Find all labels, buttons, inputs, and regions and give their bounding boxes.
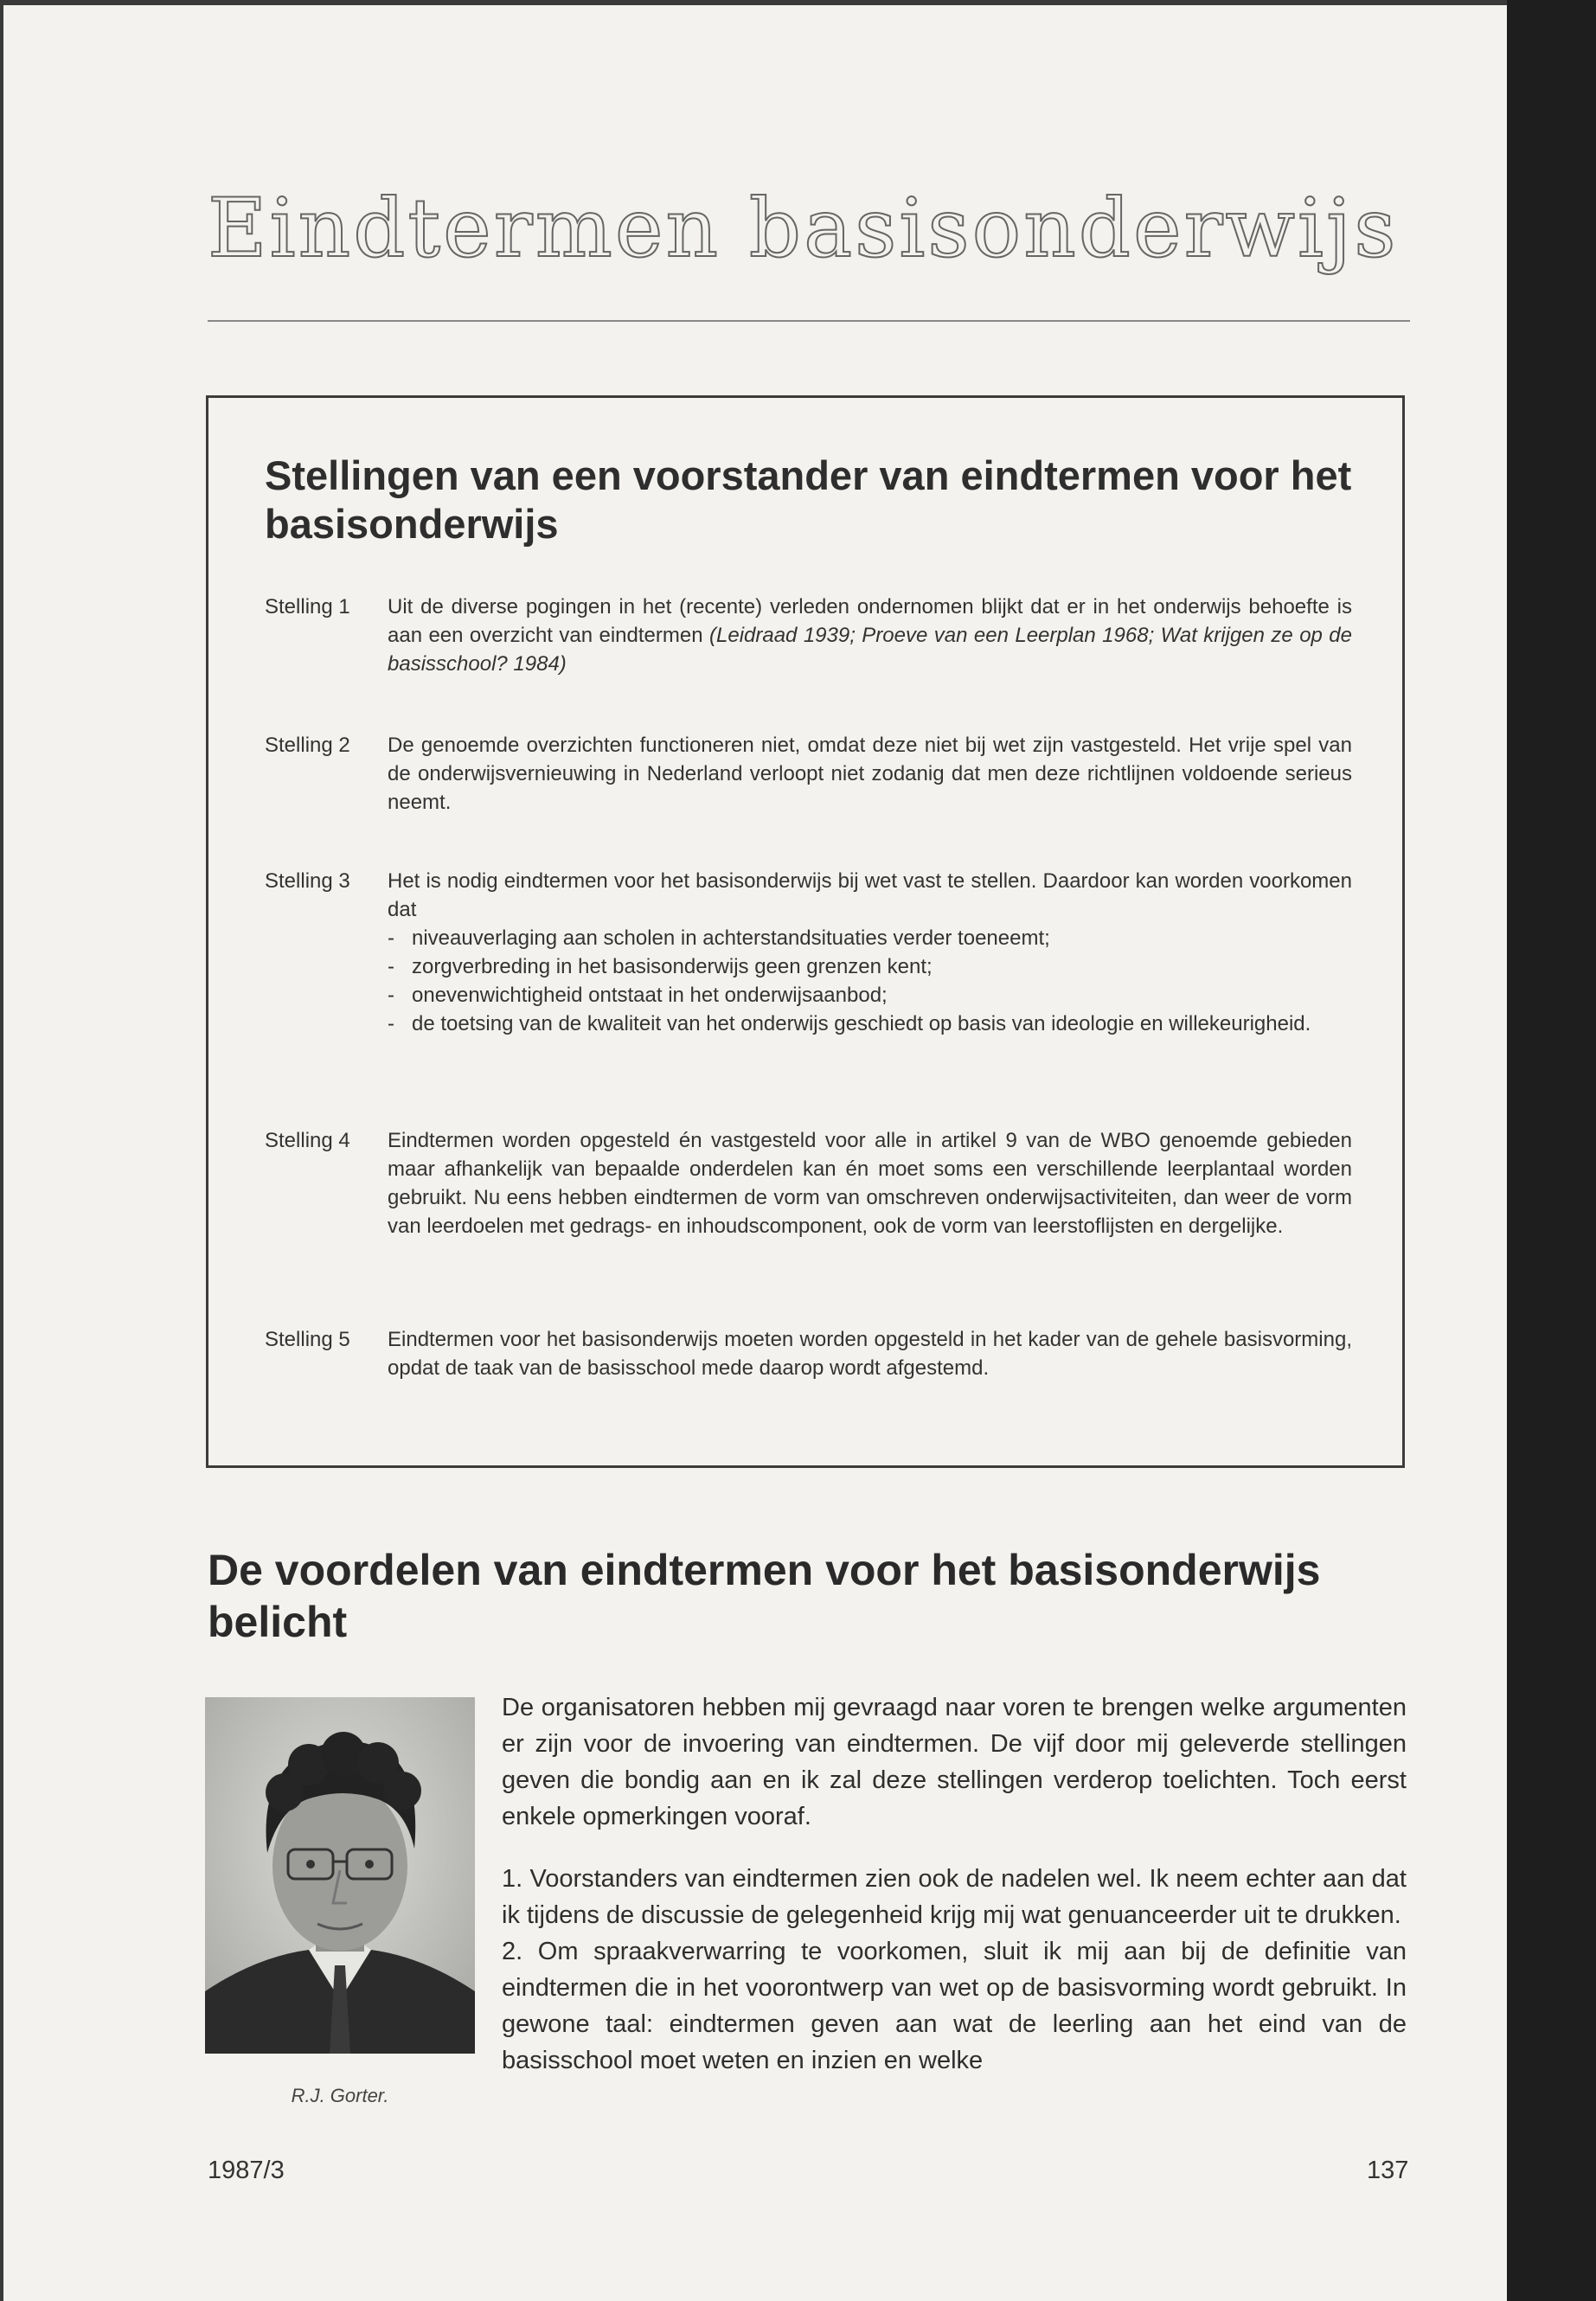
page-edge-left (0, 0, 3, 2301)
author-portrait-image (205, 1697, 475, 2054)
section-title: De voordelen van eindtermen voor het basisonderwijs belicht (208, 1546, 1321, 1646)
photo-caption: R.J. Gorter. (291, 2085, 389, 2106)
box-title: Stellingen van een voorstander van eindtermen voor het basisonderwijs (265, 452, 1352, 547)
stelling-label: Stelling 3 (265, 869, 350, 893)
stelling-label: Stelling 2 (265, 734, 350, 757)
stelling-label: Stelling 4 (265, 1129, 350, 1152)
stelling-label: Stelling 5 (265, 1328, 350, 1351)
stelling-text-main: Uit de diverse pogingen in het (recente) verleden ondernomen blijkt dat er in het onderwijs behoefte is aan een overzicht van eindtermen (388, 595, 1352, 647)
list-item: - de toetsing van de kwaliteit van het onderwijs geschiedt op basis van ideologie en willekeurigheid. (388, 1009, 1352, 1038)
issue-number: 1987/3 (208, 2157, 285, 2184)
body-paragraph: 2. Om spraakverwarring te voorkomen, sluit ik mij aan bij de definitie van eindtermen die in het voorontwerp van wet op de basisvorming wordt gebruikt. In gewone taal: eindtermen geven aan wat de leerling aan het eind van de basisschool moet weten en inzien en welke (502, 1938, 1407, 2074)
body-paragraph: 1. Voorstanders van eindtermen zien ook de nadelen wel. Ik neem echter aan dat ik tijdens de discussie de gelegenheid krijg mij wat genuanceerder uit te drukken. (502, 1865, 1407, 1929)
list-item: - zorgverbreding in het basisonderwijs geen grenzen kent; (388, 952, 1352, 981)
stelling-text: De genoemde overzichten functioneren niet, omdat deze niet bij wet zijn vastgesteld. Het vrije spel van de onderwijsvernieuwing in Nederland verloopt niet zodanig dat men deze richtlijnen voldoende serieus neemt. (388, 734, 1352, 814)
list-item: - onevenwichtigheid ontstaat in het onderwijsaanbod; (388, 981, 1352, 1009)
stelling-text-main: Het is nodig eindtermen voor het basisonderwijs bij wet vast te stellen. Daardoor kan worden voorkomen dat (388, 869, 1352, 921)
running-head: Eindtermen basisonderwijs (208, 182, 1399, 276)
page-edge-top (0, 0, 1507, 5)
stelling-text: Eindtermen voor het basisonderwijs moeten worden opgesteld in het kader van de gehele basisvorming, opdat de taak van de basisschool mede daarop wordt afgestemd. (388, 1328, 1352, 1380)
stelling-text (388, 593, 1352, 678)
stelling-label: Stelling 1 (265, 595, 350, 619)
header-rule (208, 320, 1410, 322)
list-item: - niveauverlaging aan scholen in achterstandsituaties verder toeneemt; (388, 924, 1352, 952)
article-body (502, 1689, 1407, 2079)
stellingen-box (206, 395, 1405, 1468)
author-photo (205, 1697, 475, 2054)
stelling-text-italic: (Leidraad 1939; Proeve van een Leerplan 1968; Wat krijgen ze op de basisschool? 1984) (388, 624, 1353, 676)
stelling-bullets (388, 924, 1352, 1038)
body-paragraph: De organisatoren hebben mij gevraagd naar voren te brengen welke argumenten er zijn voor de invoering van eindtermen. De vijf door mij geleverde stellingen geven die bondig aan en ik zal deze stellingen verderop toelichten. Toch eerst enkele opmerkingen vooraf. (502, 1694, 1407, 1830)
stelling-text (388, 867, 1352, 1038)
page-number: 137 (1367, 2157, 1409, 2184)
stelling-text: Eindtermen worden opgesteld én vastgesteld voor alle in artikel 9 van de WBO genoemde gebieden maar afhankelijk van bepaalde onderdelen kan én moet soms een verschillende leerplantaal worden gebruikt. Nu eens hebben eindtermen de vorm van omschreven onderwijsactiviteiten, dan weer de vorm van leerdoelen met gedrags- en inhoudscomponent, ook de vorm van leerstoflijsten en dergelijke. (388, 1129, 1352, 1238)
